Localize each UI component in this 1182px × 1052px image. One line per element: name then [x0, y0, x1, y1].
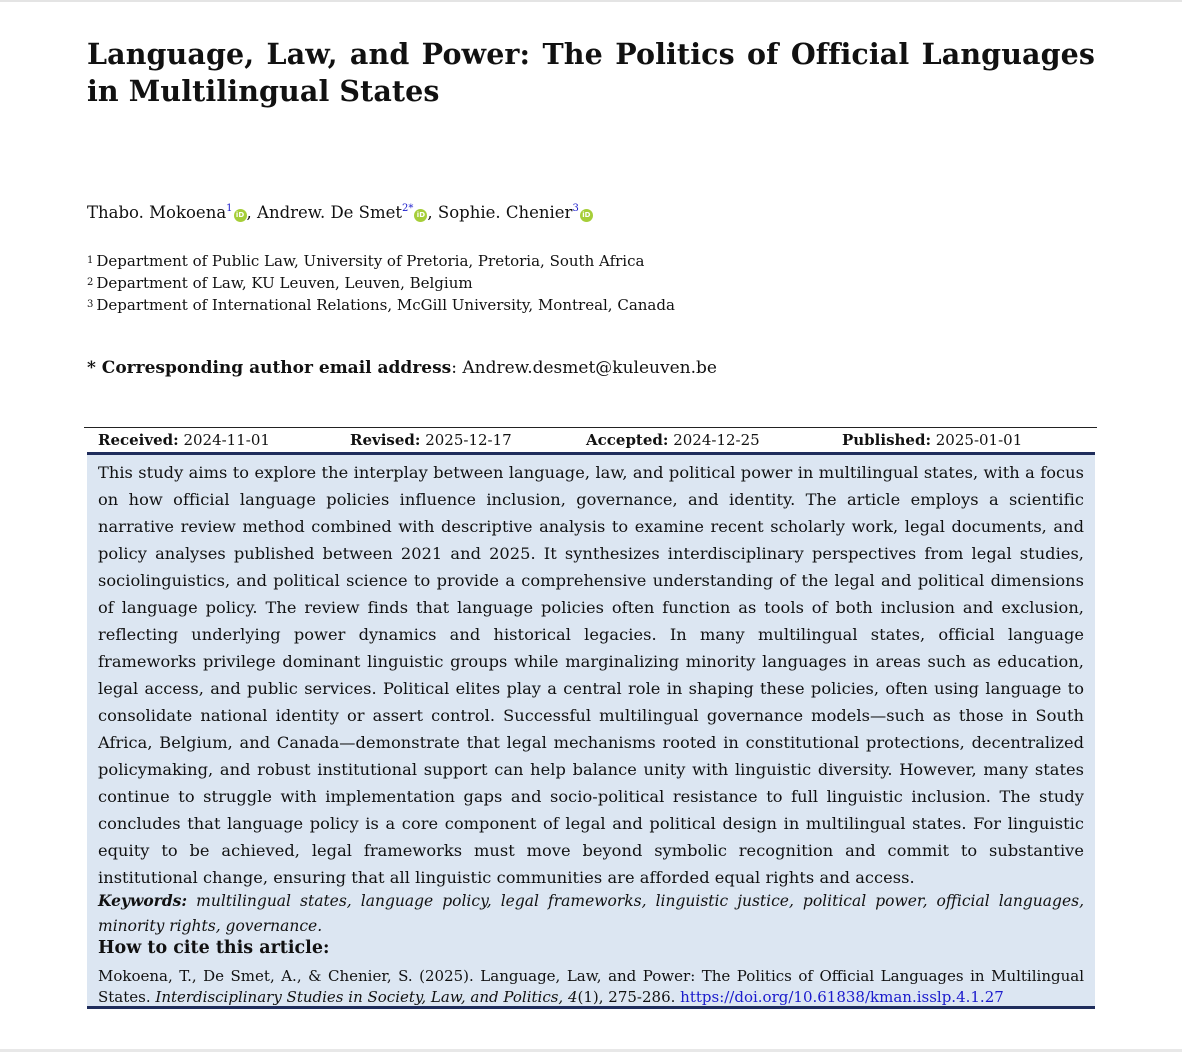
published-label: Published:	[842, 431, 931, 449]
cite-heading: How to cite this article:	[98, 938, 330, 958]
citation-journal: Interdisciplinary Studies in Society, Law, and Politics, 4	[155, 988, 578, 1006]
citation	[98, 966, 1084, 1008]
revised-value: 2025-12-17	[420, 431, 512, 449]
citation-authors-title: Mokoena, T., De Smet, A., & Chenier, S. (2025). Language, Law, and Power: The Politics of Official Languages in Multilingual States.	[98, 967, 1084, 1006]
affiliation-text: Department of International Relations, McGill University, Montreal, Canada	[96, 296, 675, 314]
corresponding-label: * Corresponding author email address	[87, 358, 452, 378]
author-affil-marker: 2*	[402, 202, 414, 214]
keywords	[98, 888, 1084, 939]
author-affil-marker: 1	[226, 202, 233, 214]
affiliation-text: Department of Public Law, University of Pretoria, Pretoria, South Africa	[96, 252, 645, 270]
published-date	[842, 431, 1022, 449]
author-list	[87, 203, 593, 222]
accepted-date	[586, 431, 760, 449]
orcid-icon[interactable]: iD	[414, 209, 427, 222]
abstract-text: This study aims to explore the interplay between language, law, and political power in multilingual states, with a focus on how official language policies influence inclusion, governance, and identity. The article employs a scientific narrative review method combined with descriptive analysis to examine recent scholarly work, legal documents, and policy analyses published between 2021 and 2025. It synthesizes interdisciplinary perspectives from legal studies, sociolinguistics, and political science to provide a comprehensive understanding of the legal and political dimensions of language policy. The review finds that language policies often function as tools of both inclusion and exclusion, reflecting underlying power dynamics and historical legacies. In many multilingual states, official language frameworks privilege dominant linguistic groups while marginalizing minority languages in areas such as education, legal access, and public services. Political elites play a central role in shaping these policies, often using language to consolidate national identity or assert control. Successful multilingual governance models—such as those in South Africa, Belgium, and Canada—demonstrate that legal mechanisms rooted in constitutional protections, decentralized policymaking, and robust institutional support can help balance unity with linguistic diversity. However, many states continue to struggle with implementation gaps and socio-political resistance to full linguistic inclusion. The study concludes that language policy is a core component of legal and political design in multilingual states. For linguistic equity to be achieved, legal frameworks must move beyond symbolic recognition and commit to substantive institutional change, ensuring that all linguistic communities are afforded equal rights and access.	[98, 463, 1084, 887]
author-name: Sophie. Chenier	[437, 203, 573, 222]
accepted-value: 2024-12-25	[668, 431, 760, 449]
orcid-icon[interactable]: iD	[234, 209, 247, 222]
corresponding-email[interactable]: : Andrew.desmet@kuleuven.be	[451, 358, 717, 378]
date-bar	[84, 427, 1097, 452]
abstract-box	[87, 452, 1095, 1009]
author-separator: ,	[427, 203, 438, 222]
affiliation-number: 2	[87, 277, 94, 288]
affiliation-number: 3	[87, 299, 94, 310]
author-name: Thabo. Mokoena	[87, 203, 227, 222]
revised-date	[350, 431, 512, 449]
affiliation-number: 1	[87, 255, 94, 266]
author-affil-marker: 3	[572, 202, 579, 214]
top-border	[0, 0, 1182, 2]
affiliation-item	[87, 250, 675, 272]
citation-issue-pages: (1), 275-286.	[577, 988, 681, 1006]
revised-label: Revised:	[350, 431, 421, 449]
keywords-label: Keywords:	[98, 891, 188, 910]
received-value: 2024-11-01	[178, 431, 270, 449]
affiliation-item	[87, 272, 675, 294]
accepted-label: Accepted:	[586, 431, 669, 449]
published-value: 2025-01-01	[931, 431, 1023, 449]
keywords-list: multilingual states, language policy, legal frameworks, linguistic justice, political power, official languages, minority rights, governance.	[98, 892, 1084, 935]
received-date	[98, 431, 270, 449]
received-label: Received:	[98, 431, 179, 449]
author-separator: ,	[246, 203, 258, 222]
affiliation-text: Department of Law, KU Leuven, Leuven, Belgium	[96, 274, 473, 292]
orcid-icon[interactable]: iD	[580, 209, 593, 222]
doi-link[interactable]: https://doi.org/10.61838/kman.isslp.4.1.27	[680, 988, 1004, 1006]
corresponding-author	[87, 358, 717, 378]
author-name: Andrew. De Smet	[257, 203, 403, 222]
affiliation-item	[87, 294, 675, 316]
article-title: Language, Law, and Power: The Politics of Official Languages in Multilingual States	[87, 37, 1095, 108]
affiliation-list	[87, 250, 675, 316]
